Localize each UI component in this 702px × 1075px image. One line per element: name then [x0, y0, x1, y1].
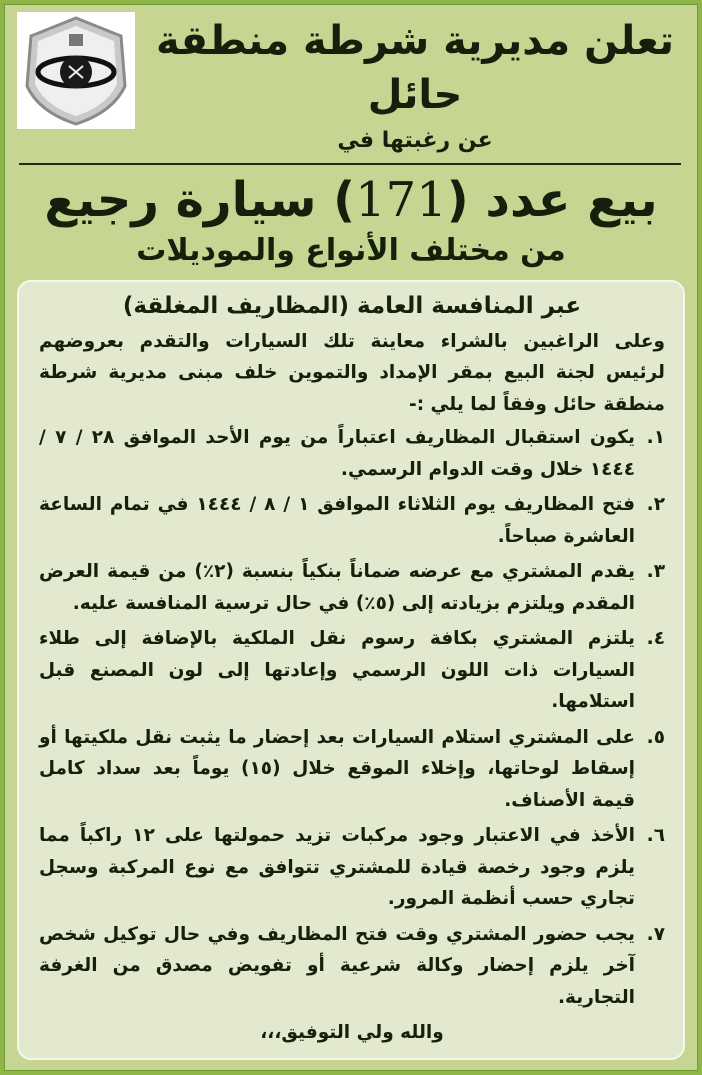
announcement-title: تعلن مديرية شرطة منطقة حائل — [155, 18, 674, 118]
term-text: يقدم المشتري مع عرضه ضماناً بنكياً بنسبة (٢٪) من قيمة العرض المقدم ويلتزم بزيادته إلى (٥٪) في حال ترسية المنافسة عليه. — [39, 561, 635, 614]
term-item — [39, 919, 665, 1014]
term-number: ٤. — [646, 628, 665, 650]
car-count: 171 — [355, 171, 447, 228]
intro-paragraph: وعلى الراغبين بالشراء معاينة تلك السيارات والتقدم بعروضهم لرئيس لجنة البيع بمقر الإمداد والتموين خلف مبنى مديرية شرطة منطقة حائل وفقاً لما يلي :- — [39, 330, 665, 415]
term-number: ٣. — [646, 561, 665, 583]
term-item — [39, 422, 665, 485]
sale-subheadline: من مختلف الأنواع والموديلات — [136, 233, 566, 269]
title-block — [145, 12, 685, 157]
term-item — [39, 489, 665, 552]
headline-post: ) سيارة رجيع — [44, 171, 356, 228]
term-text: يجب حضور المشتري وقت فتح المظاريف وفي حال توكيل شخص آخر يلزم إحضار وكالة شرعية أو تفويض مصدق من الغرفة التجارية. — [39, 923, 635, 1008]
term-number: ٦. — [646, 825, 665, 847]
announcement-subtitle: عن رغبتها في — [337, 128, 493, 153]
term-text: الأخذ في الاعتبار وجود مركبات تزيد حمولتها على ١٢ راكباً مما يلزم وجود رخصة قيادة للمشتري تتوافق مع نوع المركبة وسجل تجاري حسب أنظمة المرور. — [39, 825, 635, 910]
closing-line: والله ولي التوفيق،،، — [260, 1022, 444, 1044]
term-item — [39, 820, 665, 915]
ad-frame — [4, 4, 698, 1071]
term-number: ٧. — [646, 923, 665, 945]
term-number: ٢. — [646, 494, 665, 516]
terms-list — [39, 422, 665, 1013]
terms-panel — [17, 280, 685, 1061]
term-number: ١. — [646, 427, 665, 449]
divider — [19, 163, 681, 165]
sale-headline — [17, 169, 685, 231]
term-text: يكون استقبال المظاريف اعتباراً من يوم الأحد الموافق ٢٨ / ٧ / ١٤٤٤ خلال وقت الدوام الرسمي. — [39, 427, 635, 480]
header-row — [17, 12, 685, 157]
headline-pre: بيع عدد ( — [446, 171, 658, 228]
term-item — [39, 722, 665, 817]
term-item — [39, 556, 665, 619]
term-number: ٥. — [646, 726, 665, 748]
public-security-logo — [17, 12, 135, 129]
term-item — [39, 623, 665, 718]
term-text: فتح المظاريف يوم الثلاثاء الموافق ١ / ٨ / ١٤٤٤ في تمام الساعة العاشرة صباحاً. — [39, 494, 636, 547]
term-text: يلتزم المشتري بكافة رسوم نقل الملكية بالإضافة إلى طلاء السيارات ذات اللون الرسمي وإعادتها إلى لون المصنع قبل استلامها. — [39, 628, 635, 713]
panel-title: عبر المنافسة العامة (المظاريف المغلقة) — [122, 292, 582, 319]
shield-emblem-icon — [17, 12, 135, 129]
term-text: على المشتري استلام السيارات بعد إحضار ما يثبت نقل ملكيتها أو إسقاط لوحاتها، وإخلاء الموقع خلال (١٥) يوماً بعد سداد كامل قيمة الأصناف. — [39, 726, 635, 811]
